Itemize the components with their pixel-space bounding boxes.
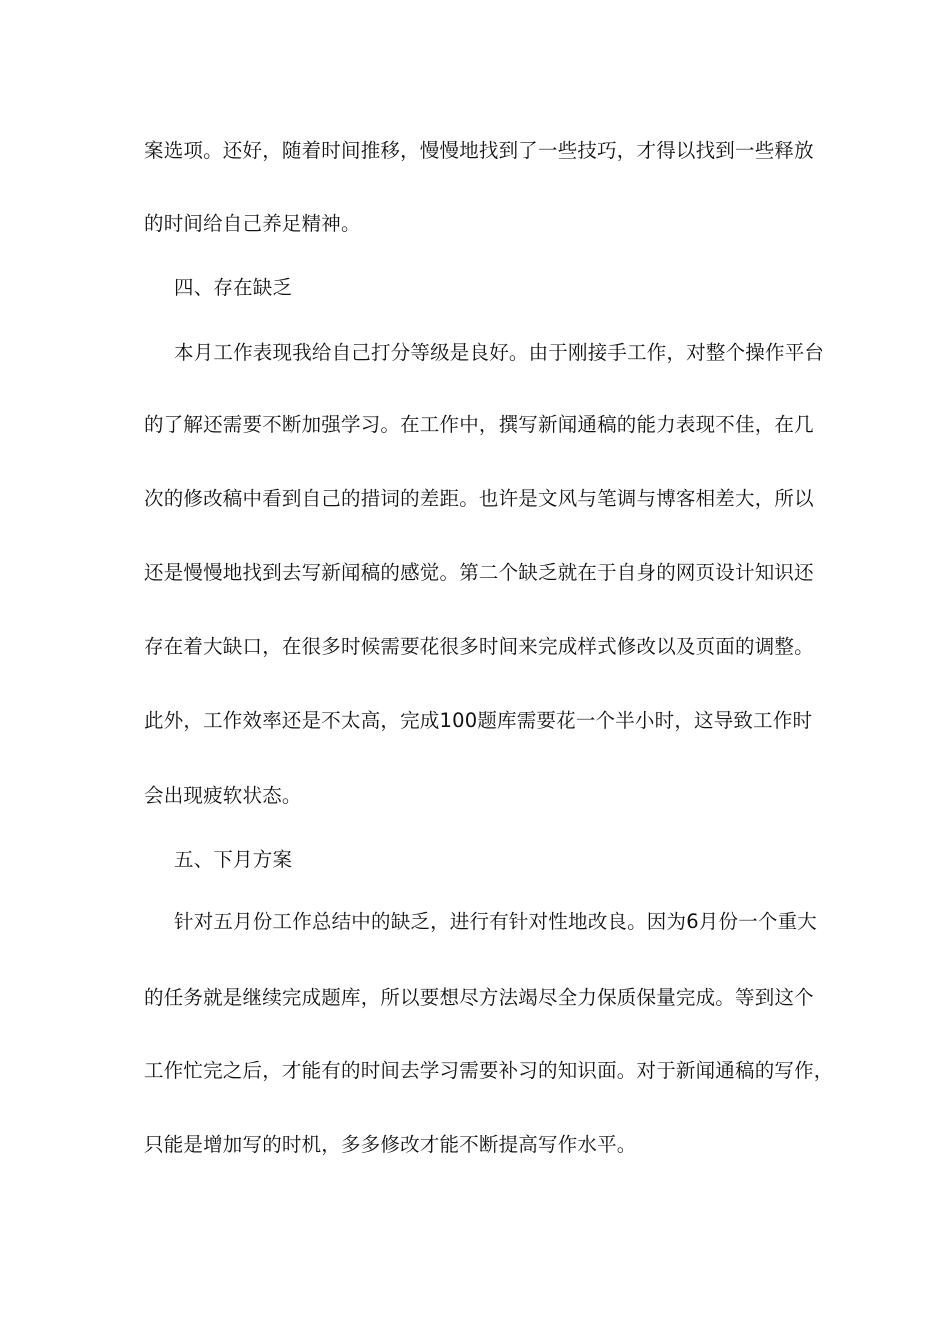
paragraph-line: 存在着大缺口，在很多时候需要花很多时间来完成样式修改以及页面的调整。 <box>144 635 814 658</box>
paragraph-line: 会出现疲软状态。 <box>144 784 302 807</box>
section-heading: 五、下月方案 <box>174 848 293 871</box>
paragraph-line: 的任务就是继续完成题库，所以要想尽方法竭尽全力保质保量完成。等到这个 <box>144 986 814 1009</box>
section-heading: 四、存在缺乏 <box>174 276 293 299</box>
paragraph-line: 的了解还需要不断加强学习。在工作中，撰写新闻通稿的能力表现不佳，在几 <box>144 413 814 436</box>
paragraph-line: 案选项。还好，随着时间推移，慢慢地找到了一些技巧，才得以找到一些释放 <box>144 139 814 162</box>
paragraph-line: 工作忙完之后，才能有的时间去学习需要补习的知识面。对于新闻通稿的写作， <box>144 1059 834 1082</box>
paragraph-line: 针对五月份工作总结中的缺乏，进行有针对性地改良。因为6月份一个重大 <box>174 910 818 933</box>
paragraph-line: 还是慢慢地找到去写新闻稿的感觉。第二个缺乏就在于自身的网页设计知识还 <box>144 561 814 584</box>
paragraph-line: 次的修改稿中看到自己的措词的差距。也许是文风与笔调与博客相差大，所以 <box>144 487 814 510</box>
paragraph-line: 的时间给自己养足精神。 <box>144 212 361 235</box>
paragraph-line: 只能是增加写的时机，多多修改才能不断提高写作水平。 <box>144 1133 637 1156</box>
paragraph-line: 此外，工作效率还是不太高，完成100题库需要花一个半小时，这导致工作时 <box>144 709 813 732</box>
paragraph-line: 本月工作表现我给自己打分等级是良好。由于刚接手工作，对整个操作平台 <box>174 341 825 364</box>
